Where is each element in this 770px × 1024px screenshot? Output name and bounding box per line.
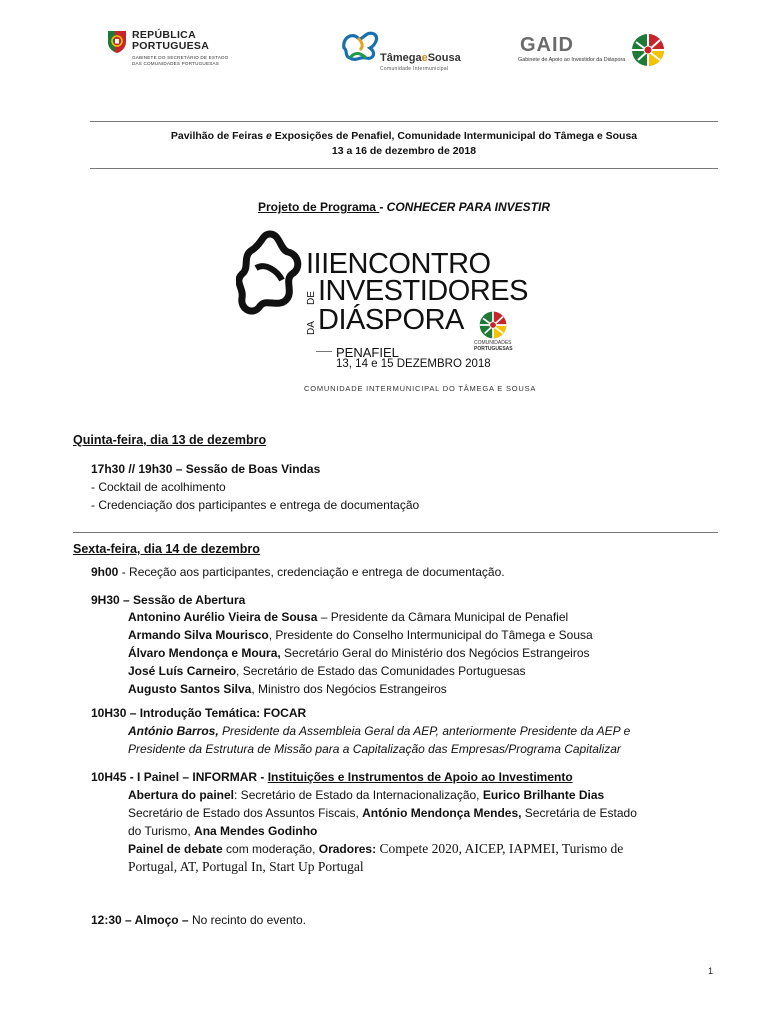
- speaker-3-name: Álvaro Mendonça e Moura,: [128, 646, 281, 660]
- day2-session2-title: 9H30 – Sessão de Abertura: [91, 593, 246, 607]
- event-logo: [236, 228, 536, 398]
- event-da: DA: [306, 321, 317, 335]
- speaker-3: [128, 644, 590, 662]
- day1-item-1: - Cocktail de acolhimento: [91, 480, 226, 494]
- tamega-sousa-logo: [340, 26, 472, 74]
- speaker-5: [128, 680, 447, 698]
- lunch-b: No recinto do evento.: [188, 913, 307, 927]
- s1-time: 9h00: [91, 565, 119, 579]
- speaker-3-role: Secretário Geral do Ministério dos Negócios Estrangeiros: [280, 646, 590, 660]
- lunch: [91, 911, 306, 929]
- coat-of-arms-icon: [106, 28, 128, 54]
- speaker-4-role: , Secretário de Estado das Comunidades Portuguesas: [236, 664, 526, 678]
- venue-line1: [90, 129, 718, 144]
- republica-small2: DAS COMUNIDADES PORTUGUESAS: [132, 60, 219, 66]
- day2-session1: [91, 563, 505, 581]
- speaker-2: [128, 626, 593, 644]
- event-line1: ENCONTRO: [328, 248, 491, 280]
- event-roman: III: [306, 248, 329, 280]
- s4-debate-c: Compete 2020, AICEP, IAPMEI, Turismo de: [376, 841, 624, 856]
- speaker-1: [128, 608, 568, 626]
- comunidades-emblem-icon: [478, 310, 508, 340]
- s4-open-l3: do Turismo,: [128, 824, 195, 838]
- event-comunidades-1: COMUNIDADES: [474, 340, 512, 346]
- venue-dates: 13 a 16 de dezembro de 2018: [331, 145, 477, 157]
- s4-debate-line1: [128, 840, 623, 858]
- tamega-sousa-icon: [340, 28, 380, 62]
- gaid-sub: Gabinete de Apoio ao Investidor da Diáspora: [518, 57, 626, 63]
- s4-debate-b: Oradores:: [318, 842, 377, 856]
- republica-line1: REPÚBLICA: [132, 29, 196, 41]
- s4-open-line2: [128, 804, 637, 822]
- page-number: 1: [708, 966, 714, 976]
- program-title-sep: -: [379, 200, 387, 214]
- venue-line1-e: e: [266, 130, 272, 142]
- event-dates: 13, 14 e 15 DEZEMBRO 2018: [336, 358, 491, 370]
- event-comunidades-2: PORTUGUESAS: [474, 346, 513, 352]
- speaker-2-role: , Presidente do Conselho Intermunicipal do Tâmega e Sousa: [268, 628, 593, 642]
- session3-line1: [128, 722, 630, 740]
- lunch-a: 12:30 – Almoço –: [91, 913, 189, 927]
- s4-open-l2-b: António Mendonça Mendes,: [362, 806, 522, 820]
- speaker-4-name: José Luís Carneiro: [128, 664, 237, 678]
- event-dash: [316, 351, 332, 352]
- s4-open-line1: [128, 786, 604, 804]
- speaker-2-name: Armando Silva Mourisco: [128, 628, 269, 642]
- day2-title: Sexta-feira, dia 14 de dezembro: [73, 542, 260, 556]
- s4-title-a: 10H45 - I Painel – INFORMAR -: [91, 770, 268, 784]
- program-title: [90, 200, 718, 214]
- republica-line2: PORTUGUESA: [132, 40, 210, 52]
- session3-line2: Presidente da Estrutura de Missão para a Capitalização das Empresas/Programa Capitalizar: [128, 742, 621, 756]
- gaid-emblem-icon: [630, 32, 666, 68]
- tamega-sub: Comunidade Intermunicipal: [380, 66, 449, 72]
- venue-bottom-rule: [90, 168, 718, 169]
- venue-block: [90, 129, 718, 159]
- event-line3: DIÁSPORA: [318, 304, 464, 336]
- republica-small1: GABINETE DO SECRETÁRIO DE ESTADO: [132, 55, 229, 60]
- day-separator-rule: [73, 532, 718, 533]
- gaid-word: GAID: [520, 34, 574, 56]
- star-knot-icon: [236, 228, 304, 328]
- day2-session4-title: [91, 768, 573, 786]
- day1-item-2: - Credenciação dos participantes e entrega de documentação: [91, 498, 420, 512]
- s4-open-l3-b: Ana Mendes Godinho: [194, 824, 318, 838]
- s3-name: António Barros,: [128, 724, 219, 738]
- speaker-1-name: Antonino Aurélio Vieira de Sousa: [128, 610, 318, 624]
- republica-portuguesa-logo: [106, 28, 236, 72]
- event-city: PENAFIEL: [336, 345, 399, 360]
- venue-line1-a: Pavilhão de Feiras: [170, 130, 267, 142]
- gaid-logo: [518, 30, 668, 72]
- s4-debate-line2: Portugal, AT, Portugal In, Start Up Portugal: [128, 859, 364, 874]
- tamega-name-a: Tâmega: [380, 52, 422, 64]
- s4-open-l1: : Secretário de Estado da Internacionalização,: [234, 788, 483, 802]
- event-comunidades: [474, 340, 513, 352]
- speaker-1-role: – Presidente da Câmara Municipal de Penafiel: [317, 610, 569, 624]
- s4-debate-a: com moderação,: [222, 842, 319, 856]
- venue-line1-b: Exposições de Penafiel, Comunidade Intermunicipal do Tâmega e Sousa: [271, 130, 638, 142]
- s1-text: - Receção aos participantes, credenciação e entrega de documentação.: [118, 565, 505, 579]
- tamega-name-e: e: [421, 52, 428, 64]
- tamega-name-b: Sousa: [427, 52, 461, 64]
- s4-open-label: Abertura do painel: [128, 788, 235, 802]
- program-title-italic: CONHECER PARA INVESTIR: [386, 200, 551, 214]
- event-line2: INVESTIDORES: [318, 275, 528, 307]
- s4-title-u: Instituições e Instrumentos de Apoio ao Investimento: [267, 770, 573, 784]
- s4-debate-label: Painel de debate: [128, 842, 223, 856]
- top-rule: [90, 121, 718, 122]
- speaker-5-role: , Ministro dos Negócios Estrangeiros: [251, 682, 447, 696]
- event-de: DE: [306, 291, 317, 305]
- s3-line1: Presidente da Assembleia Geral da AEP, anteriormente Presidente da AEP e: [218, 724, 631, 738]
- day1-session: 17h30 // 19h30 – Sessão de Boas Vindas: [91, 462, 321, 476]
- program-title-underlined: Projeto de Programa: [257, 200, 380, 214]
- s4-open-l2: Secretário de Estado dos Assuntos Fiscais,: [128, 806, 363, 820]
- s4-open-l2-c: Secretária de Estado: [521, 806, 637, 820]
- day1-title: Quinta-feira, dia 13 de dezembro: [73, 433, 267, 447]
- event-cim: COMUNIDADE INTERMUNICIPAL DO TÂMEGA E SOUSA: [304, 384, 537, 393]
- day2-session3-title: 10H30 – Introdução Temática: FOCAR: [91, 706, 307, 720]
- speaker-5-name: Augusto Santos Silva: [128, 682, 252, 696]
- speaker-4: [128, 662, 526, 680]
- s4-open-l1-b: Eurico Brilhante Dias: [482, 788, 605, 802]
- s4-open-line3: [128, 822, 317, 840]
